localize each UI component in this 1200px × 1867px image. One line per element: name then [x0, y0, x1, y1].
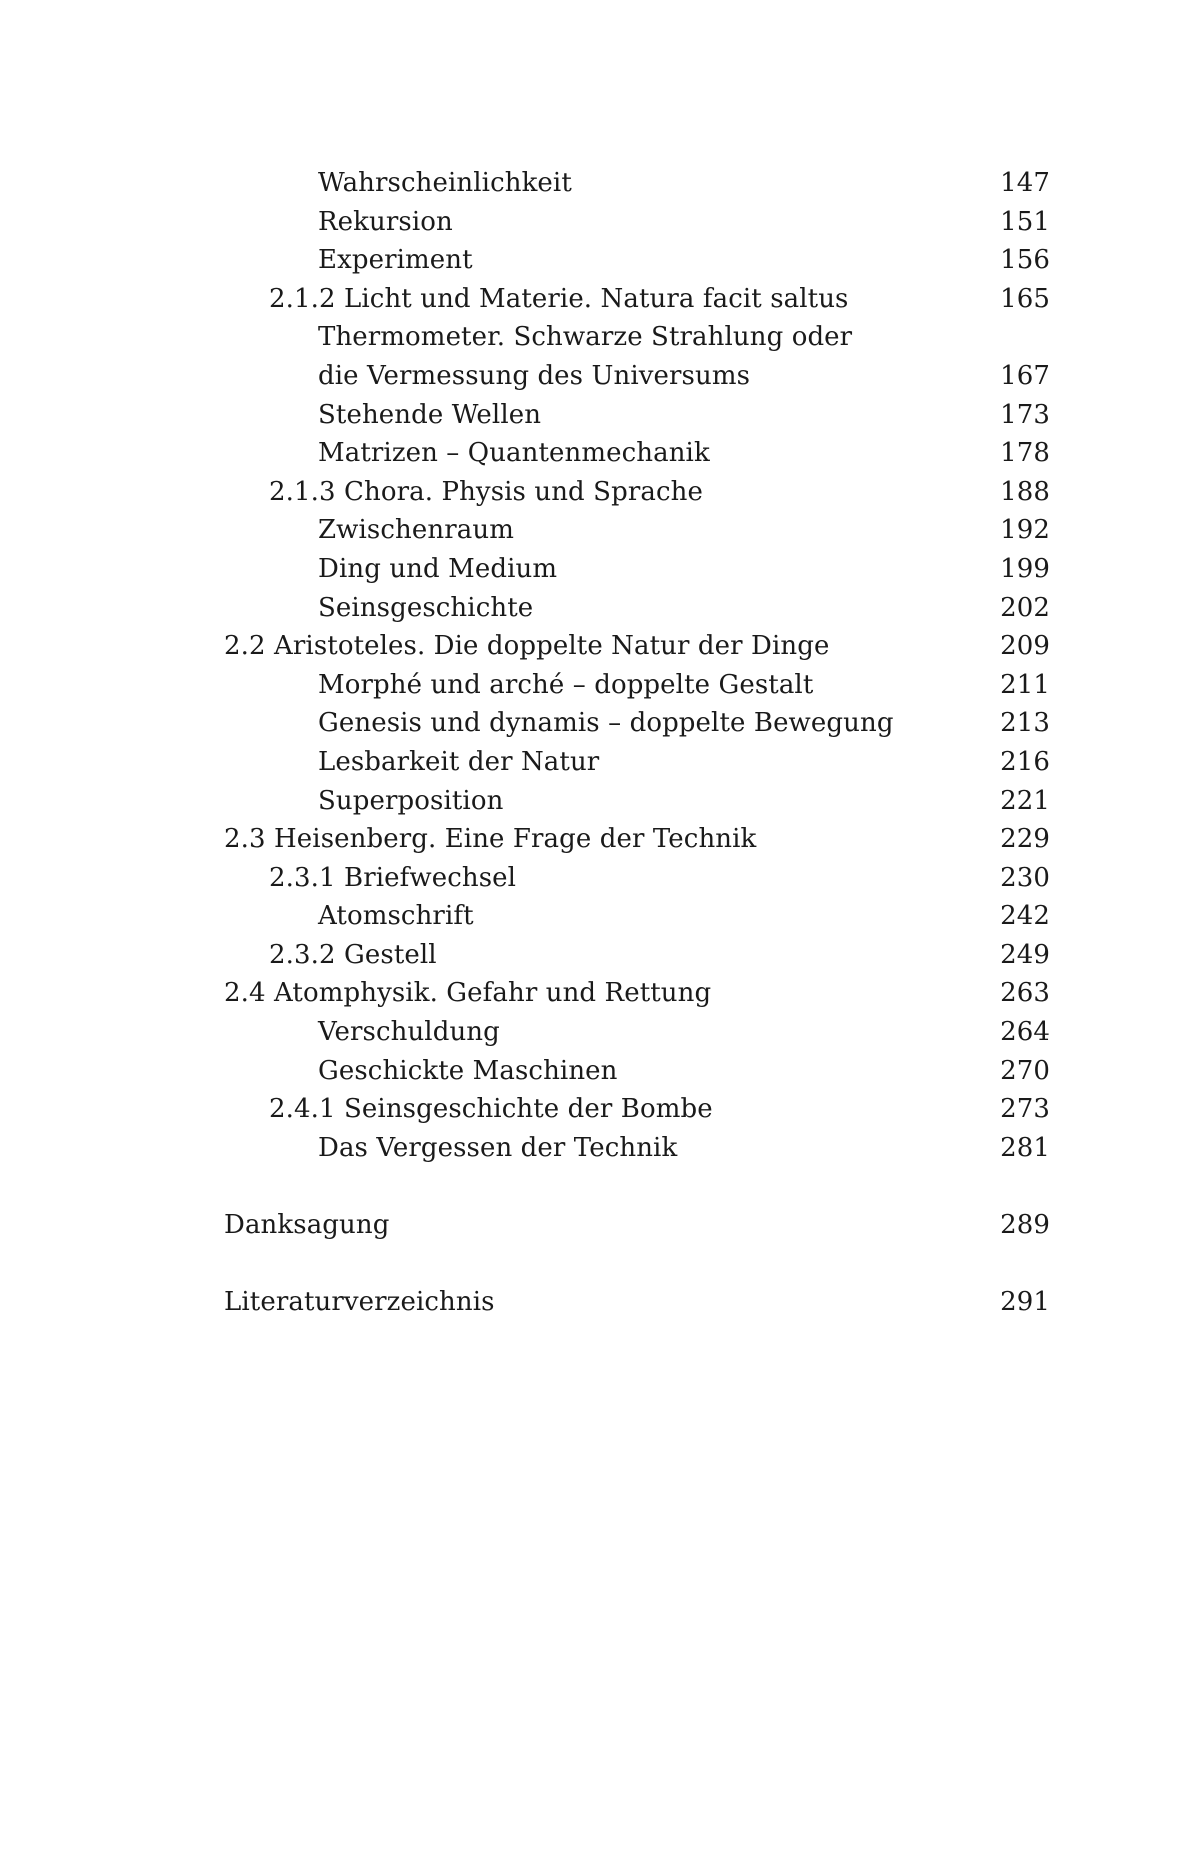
toc-entry-page-number: 165 — [1000, 283, 1050, 314]
toc-entry-page-number: 249 — [1000, 939, 1050, 970]
toc-entry-title: Verschuldung — [318, 1017, 500, 1048]
toc-entry[interactable] — [224, 550, 1050, 589]
toc-entry-title: 2.4.1 Seinsgeschichte der Bombe — [269, 1094, 713, 1125]
toc-entry-page-number: 291 — [1000, 1287, 1050, 1318]
toc-entry[interactable] — [224, 203, 1050, 242]
toc-entry[interactable] — [224, 1052, 1050, 1091]
toc-entry-page-number: 213 — [1000, 708, 1050, 739]
toc-entry-title: Wahrscheinlichkeit — [318, 168, 572, 198]
toc-entry-title: Stehende Wellen — [318, 399, 542, 430]
toc-entry[interactable] — [224, 897, 1050, 936]
toc-entry-page-number: 178 — [1000, 438, 1050, 469]
toc-entry[interactable] — [224, 1013, 1050, 1052]
toc-entry-title: 2.3.2 Gestell — [269, 939, 437, 970]
toc-entry-page-number: 211 — [1000, 669, 1050, 700]
toc-entry-page-number: 151 — [1000, 206, 1050, 237]
toc-back-matter-literaturverzeichnis — [224, 1283, 1050, 1322]
toc-entry[interactable] — [224, 820, 1050, 859]
toc-entry[interactable] — [224, 280, 1050, 319]
toc-entry[interactable] — [224, 627, 1050, 666]
toc-entry[interactable] — [224, 164, 1050, 203]
toc-entry[interactable] — [224, 357, 1050, 396]
toc-entry-title: Genesis und dynamis – doppelte Bewegung — [318, 708, 894, 739]
table-of-contents — [224, 164, 1050, 1322]
toc-spacer — [224, 1245, 1050, 1284]
toc-entry-title: Literaturverzeichnis — [224, 1287, 495, 1318]
toc-entry-title: Zwischenraum — [318, 515, 514, 546]
toc-entry-page-number: 167 — [1000, 360, 1050, 391]
toc-entry-title: 2.3.1 Briefwechsel — [269, 862, 517, 893]
toc-entry-title: Superposition — [318, 785, 504, 816]
toc-entry[interactable] — [224, 974, 1050, 1013]
toc-entry[interactable] — [224, 936, 1050, 975]
toc-entry-title: Ding und Medium — [318, 553, 558, 584]
toc-entry-title: 2.1.3 Chora. Physis und Sprache — [269, 476, 703, 507]
toc-entry[interactable] — [224, 782, 1050, 821]
toc-entry-title: Danksagung — [224, 1210, 390, 1241]
toc-entry-page-number: 202 — [1000, 592, 1050, 623]
toc-entry[interactable] — [224, 589, 1050, 628]
toc-spacer — [224, 1167, 1050, 1206]
toc-entry-title: Lesbarkeit der Natur — [318, 746, 600, 777]
toc-entry-page-number: 270 — [1000, 1055, 1050, 1086]
toc-entry[interactable] — [224, 1283, 1050, 1322]
toc-entry[interactable] — [224, 396, 1050, 435]
toc-entry-page-number: 230 — [1000, 862, 1050, 893]
toc-entry-page-number: 199 — [1000, 553, 1050, 584]
toc-entry-page-number: 173 — [1000, 399, 1050, 430]
toc-entry-page-number: 147 — [1000, 168, 1050, 198]
toc-entry-page-number: 188 — [1000, 476, 1050, 507]
toc-entry-title: Seinsgeschichte — [318, 592, 534, 623]
toc-entry-page-number: 221 — [1000, 785, 1050, 816]
toc-entry[interactable] — [224, 473, 1050, 512]
toc-entry-page-number: 156 — [1000, 245, 1050, 276]
toc-entry-title: 2.4 Atomphysik. Gefahr und Rettung — [224, 978, 712, 1009]
toc-entry-page-number: 281 — [1000, 1132, 1050, 1163]
toc-entry-page-number: 263 — [1000, 978, 1050, 1009]
toc-entry[interactable] — [224, 511, 1050, 550]
toc-back-matter-danksagung — [224, 1206, 1050, 1245]
toc-entry-title: Morphé und arché – doppelte Gestalt — [318, 669, 814, 700]
toc-entry-title: 2.2 Aristoteles. Die doppelte Natur der Dinge — [224, 631, 830, 662]
toc-entry[interactable] — [224, 1129, 1050, 1168]
toc-entry[interactable] — [224, 434, 1050, 473]
toc-entry[interactable] — [224, 1090, 1050, 1129]
toc-entry-page-number: 216 — [1000, 746, 1050, 777]
toc-entry-page-number: 264 — [1000, 1017, 1050, 1048]
toc-entry-page-number: 192 — [1000, 515, 1050, 546]
toc-entry-title: Experiment — [318, 245, 473, 276]
toc-entry-title: die Vermessung des Universums — [318, 360, 751, 391]
toc-entry-title: Thermometer. Schwarze Strahlung oder — [318, 322, 853, 353]
toc-entry-title: Matrizen – Quantenmechanik — [318, 438, 710, 469]
toc-entry[interactable] — [224, 666, 1050, 705]
toc-entry[interactable] — [224, 859, 1050, 898]
toc-entry[interactable] — [224, 318, 1050, 357]
toc-entry-list — [224, 164, 1050, 1167]
toc-entry-title: Atomschrift — [318, 901, 474, 932]
toc-entry[interactable] — [224, 743, 1050, 782]
toc-entry-page-number: 209 — [1000, 631, 1050, 662]
toc-entry[interactable] — [224, 241, 1050, 280]
toc-entry-title: 2.1.2 Licht und Materie. Natura facit saltus — [269, 283, 849, 314]
toc-entry-page-number: 289 — [1000, 1210, 1050, 1241]
toc-entry-title: Geschickte Maschinen — [318, 1055, 618, 1086]
toc-entry[interactable] — [224, 704, 1050, 743]
toc-entry-page-number: 229 — [1000, 824, 1050, 855]
toc-entry-title: Das Vergessen der Technik — [318, 1132, 678, 1163]
toc-entry-page-number: 242 — [1000, 901, 1050, 932]
toc-entry-title: Rekursion — [318, 206, 453, 237]
toc-entry-page-number: 273 — [1000, 1094, 1050, 1125]
toc-entry-title: 2.3 Heisenberg. Eine Frage der Technik — [224, 824, 757, 855]
toc-entry[interactable] — [224, 1206, 1050, 1245]
